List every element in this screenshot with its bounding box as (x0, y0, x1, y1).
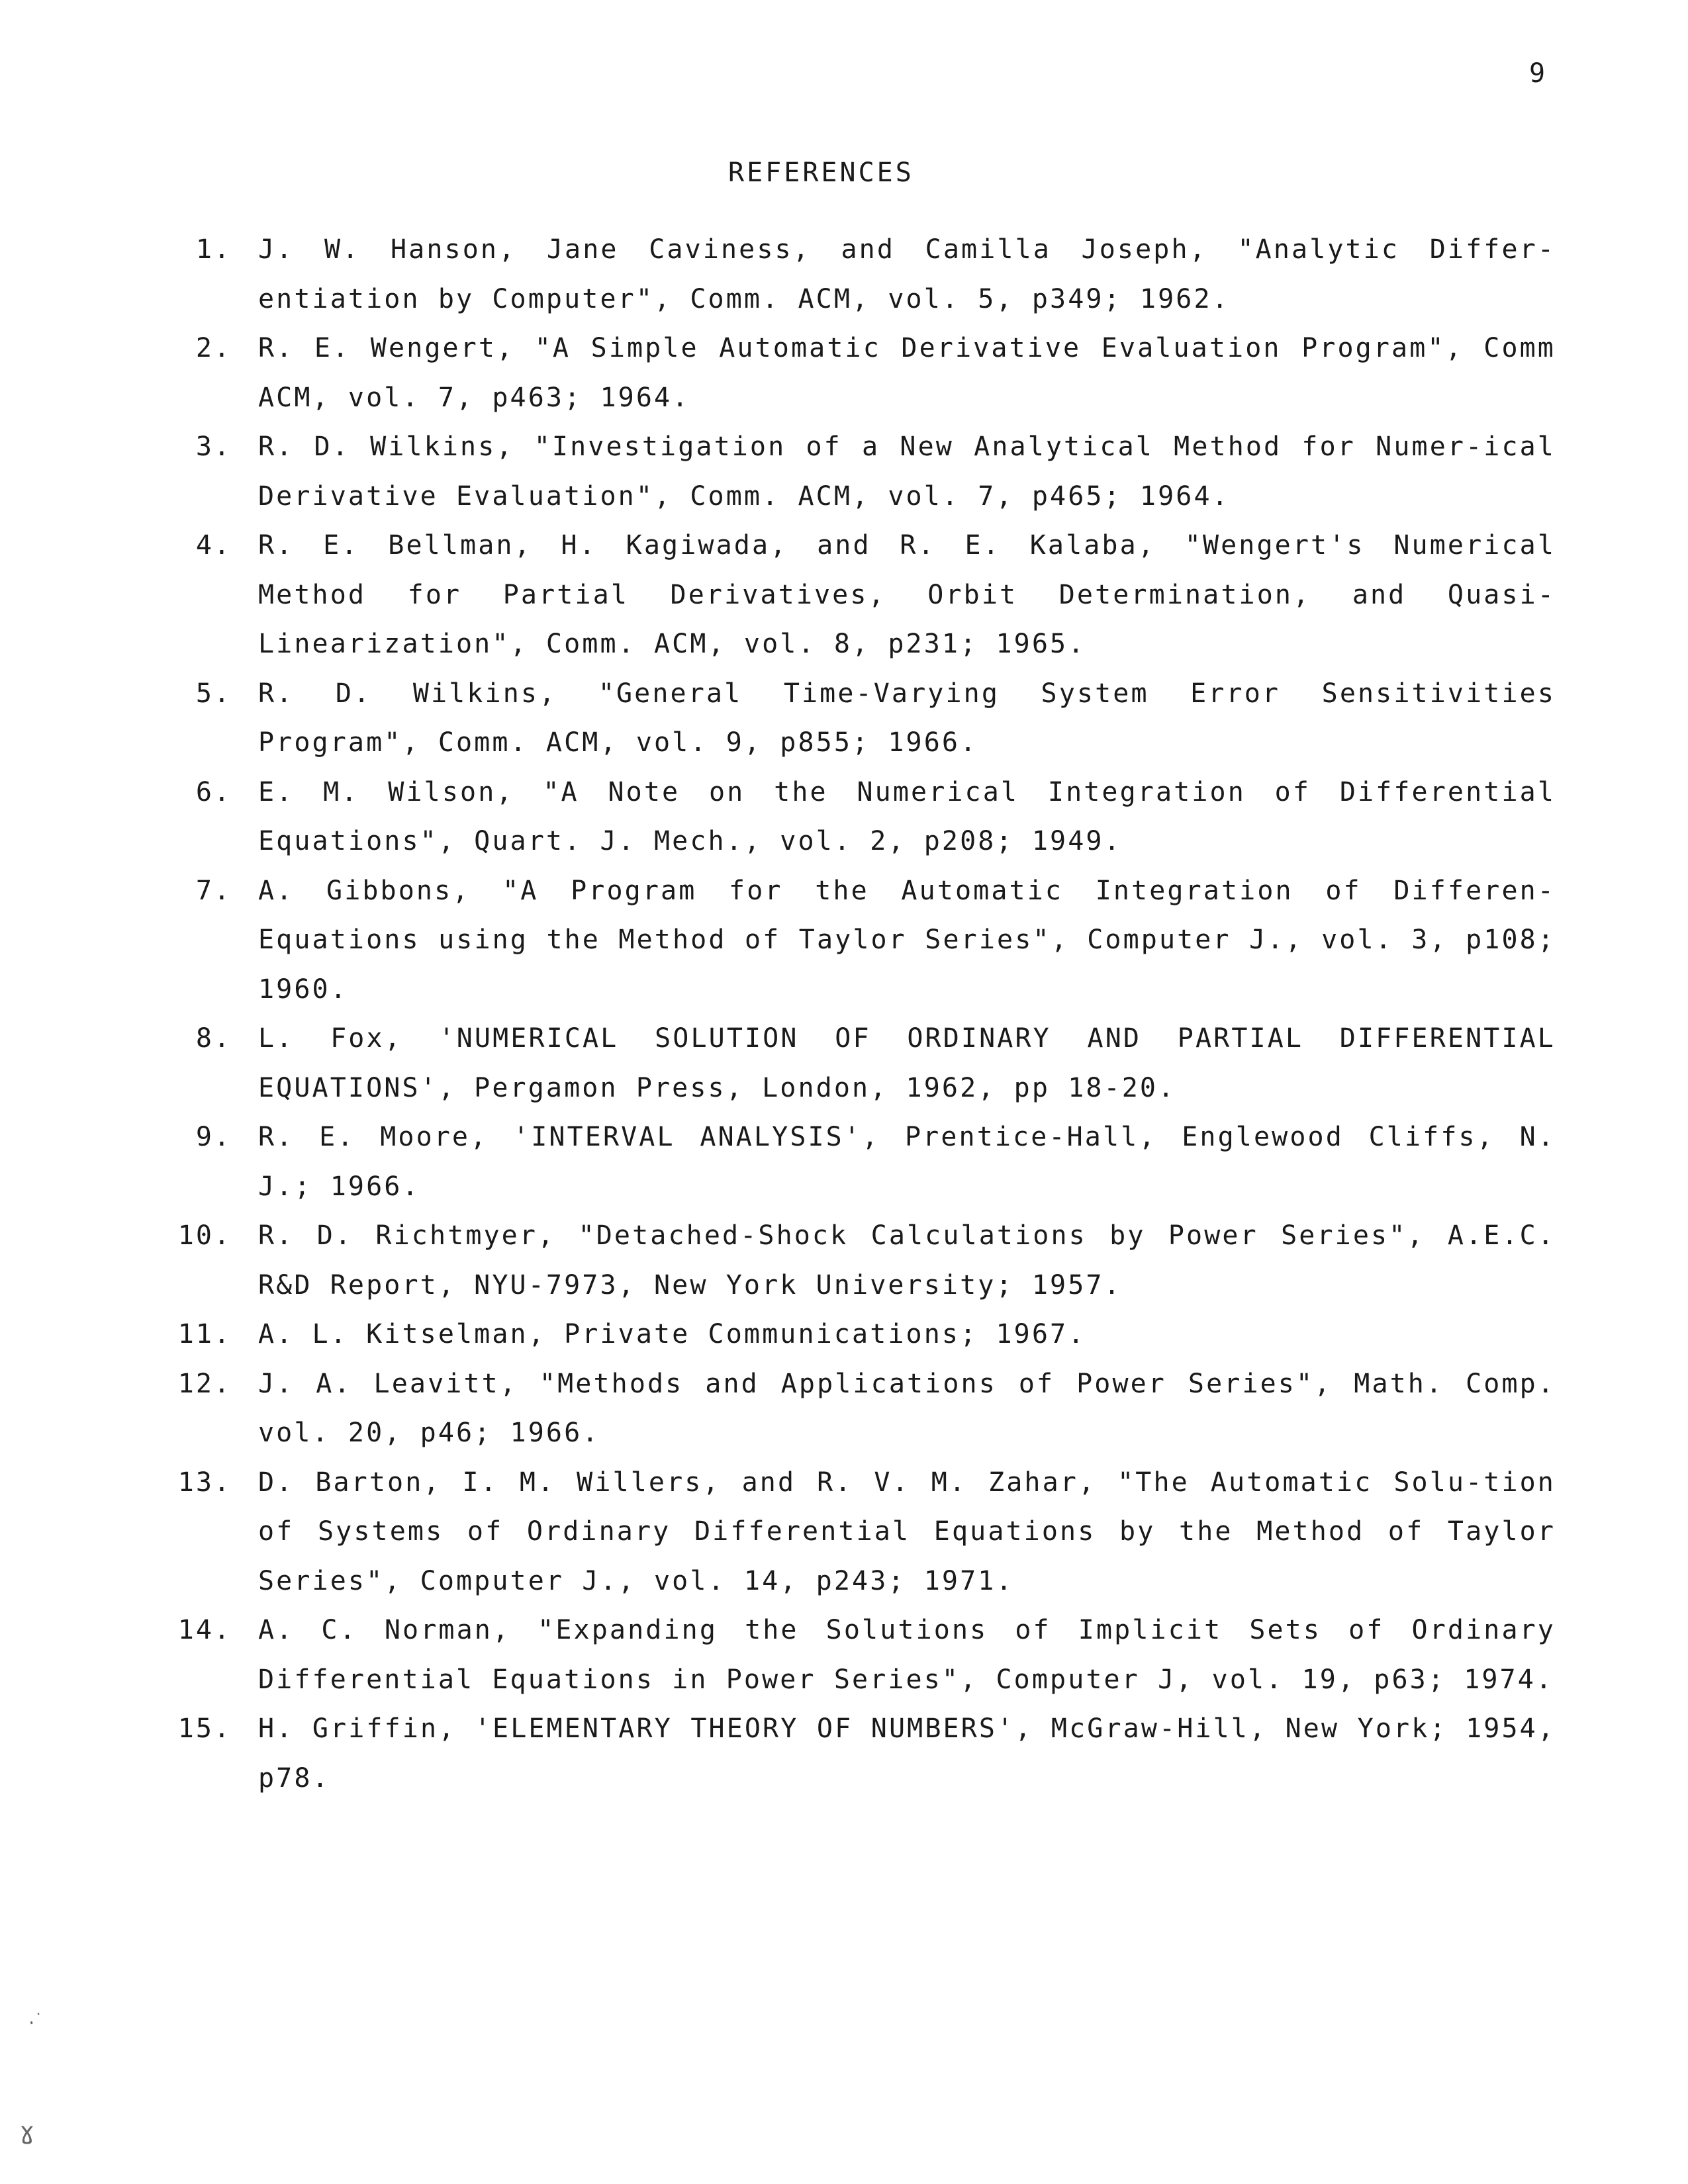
reference-number: 1. (195, 234, 232, 265)
reference-text: R. D. Richtmyer, "Detached-Shock Calculations by Power Series", A.E.C. R&D Report, NYU-7973, New York University; 1957. (258, 1220, 1556, 1300)
reference-item (126, 422, 1556, 521)
reference-number: 2. (195, 333, 232, 363)
reference-text: H. Griffin, 'ELEMENTARY THEORY OF NUMBERS', McGraw-Hill, New York; 1954, p78. (258, 1713, 1556, 1794)
page-number: 9 (1529, 58, 1547, 89)
reference-item (126, 521, 1556, 669)
reference-text: R. E. Wengert, "A Simple Automatic Derivative Evaluation Program", Comm ACM, vol. 7, p463; 1964. (258, 333, 1556, 413)
reference-text: D. Barton, I. M. Willers, and R. V. M. Zahar, "The Automatic Solu-tion of Systems of Ordinary Differential Equations by the Method of Taylor Series", Computer J., vol. 14, p243; 1971. (258, 1467, 1556, 1596)
reference-list (126, 225, 1556, 1803)
reference-number: 8. (195, 1023, 232, 1054)
reference-number: 10. (177, 1220, 232, 1251)
reference-text: A. L. Kitselman, Private Communications; 1967. (258, 1319, 1086, 1349)
reference-number: 14. (177, 1615, 232, 1645)
reference-item (126, 768, 1556, 866)
reference-number: 15. (177, 1713, 232, 1744)
page-title: REFERENCES (728, 158, 914, 188)
reference-item (126, 1704, 1556, 1803)
reference-item (126, 1014, 1556, 1113)
reference-number: 9. (195, 1122, 232, 1152)
reference-text: R. E. Moore, 'INTERVAL ANALYSIS', Prentice-Hall, Englewood Cliffs, N. J.; 1966. (258, 1122, 1556, 1202)
reference-text: J. A. Leavitt, "Methods and Applications of Power Series", Math. Comp. vol. 20, p46; 1966. (258, 1368, 1556, 1448)
reference-item (126, 324, 1556, 422)
reference-text: E. M. Wilson, "A Note on the Numerical Integration of Differential Equations", Quart. J. Mech., vol. 2, p208; 1949. (258, 776, 1556, 856)
reference-item (126, 1113, 1556, 1211)
reference-number: 13. (177, 1467, 232, 1498)
reference-text: L. Fox, 'NUMERICAL SOLUTION OF ORDINARY AND PARTIAL DIFFERENTIAL EQUATIONS', Pergamon Press, London, 1962, pp 18-20. (258, 1023, 1556, 1103)
reference-text: J. W. Hanson, Jane Caviness, and Camilla Joseph, "Analytic Differ-entiation by Computer", Comm. ACM, vol. 5, p349; 1962. (258, 234, 1556, 314)
reference-number: 11. (177, 1319, 232, 1349)
reference-item (126, 1310, 1556, 1359)
reference-number: 7. (195, 875, 232, 906)
reference-text: A. C. Norman, "Expanding the Solutions of Implicit Sets of Ordinary Differential Equations in Power Series", Computer J, vol. 19, p63; 1974. (258, 1615, 1556, 1695)
reference-number: 6. (195, 776, 232, 807)
reference-item (126, 1606, 1556, 1704)
reference-item (126, 1359, 1556, 1458)
scan-speck: ·˙ (24, 2009, 48, 2034)
reference-number: 5. (195, 678, 232, 709)
reference-number: 3. (195, 432, 232, 462)
reference-item (126, 866, 1556, 1015)
reference-text: R. E. Bellman, H. Kagiwada, and R. E. Kalaba, "Wengert's Numerical Method for Partial Derivatives, Orbit Determination, and Quasi-Linearization", Comm. ACM, vol. 8, p231; 1965. (258, 530, 1556, 659)
reference-item (126, 669, 1556, 768)
reference-item (126, 225, 1556, 324)
reference-number: 12. (177, 1368, 232, 1399)
reference-item (126, 1458, 1556, 1606)
scan-speck: ɣ (20, 2118, 34, 2145)
reference-text: A. Gibbons, "A Program for the Automatic Integration of Differen-Equations using the Method of Taylor Series", Computer J., vol. 3, p108; 1960. (258, 875, 1556, 1005)
reference-item (126, 1211, 1556, 1310)
reference-text: R. D. Wilkins, "General Time-Varying System Error Sensitivities Program", Comm. ACM, vol. 9, p855; 1966. (258, 678, 1556, 758)
reference-text: R. D. Wilkins, "Investigation of a New Analytical Method for Numer-ical Derivative Evaluation", Comm. ACM, vol. 7, p465; 1964. (258, 432, 1556, 512)
reference-number: 4. (195, 530, 232, 561)
